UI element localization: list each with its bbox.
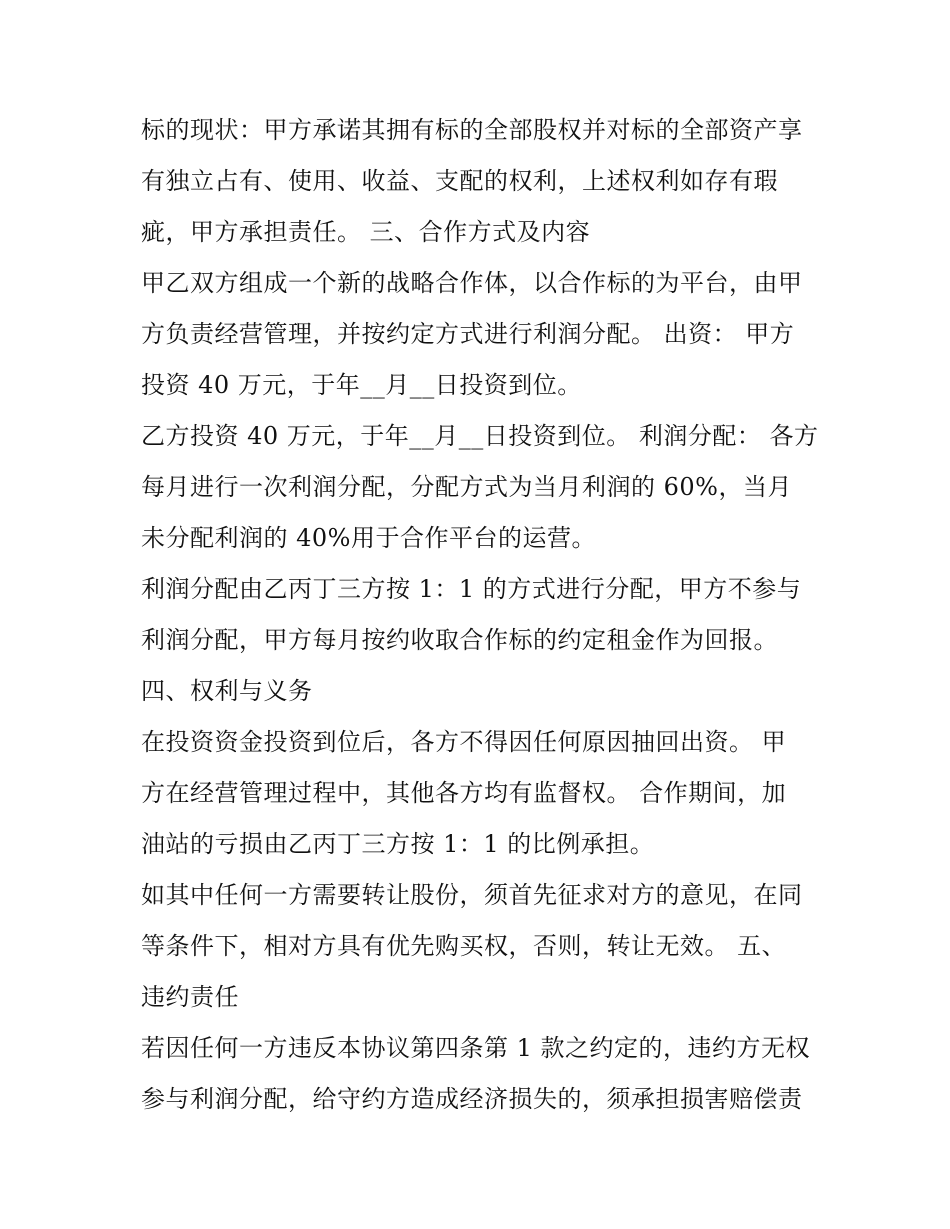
text-line: 方负责经营管理，并按约定方式进行利润分配。 出资： 甲方 [141, 320, 795, 348]
text-line: 等条件下，相对方具有优先购买权，否则，转让无效。 五、 [141, 932, 787, 960]
text-line: 有独立占有、使用、收益、支配的权利，上述权利如存有瑕 [141, 167, 778, 195]
section-heading: 违约责任 [141, 983, 239, 1011]
text-line: 方在经营管理过程中，其他各方均有监督权。 合作期间，加 [141, 779, 787, 807]
text-line: 若因任何一方违反本协议第四条第 1 款之约定的，违约方无权 [141, 1034, 811, 1062]
text-line: 标的现状：甲方承诺其拥有标的全部股权并对标的全部资产享 [141, 116, 803, 144]
text-line: 油站的亏损由乙丙丁三方按 1：1 的比例承担。 [141, 830, 655, 858]
text-line: 投资 40 万元，于年__月__日投资到位。 [141, 371, 582, 399]
section-heading: 四、权利与义务 [141, 677, 313, 705]
text-line: 利润分配，甲方每月按约收取合作标的约定租金作为回报。 [141, 626, 778, 654]
text-line: 参与利润分配，给守约方造成经济损失的，须承担损害赔偿责 [141, 1085, 803, 1113]
text-line: 如其中任何一方需要转让股份，须首先征求对方的意见，在同 [141, 881, 803, 909]
text-line: 在投资资金投资到位后，各方不得因任何原因抽回出资。 甲 [141, 728, 787, 756]
text-line: 疵，甲方承担责任。 三、合作方式及内容 [141, 218, 591, 246]
text-line: 乙方投资 40 万元，于年__月__日投资到位。 利润分配： 各方 [141, 422, 819, 450]
text-line: 甲乙双方组成一个新的战略合作体，以合作标的为平台，由甲 [141, 269, 803, 297]
text-line: 未分配利润的 40%用于合作平台的运营。 [141, 524, 596, 552]
document-body [141, 105, 831, 1125]
text-line: 利润分配由乙丙丁三方按 1：1 的方式进行分配，甲方不参与 [141, 575, 802, 603]
text-line: 每月进行一次利润分配，分配方式为当月利润的 60%，当月 [141, 473, 792, 501]
